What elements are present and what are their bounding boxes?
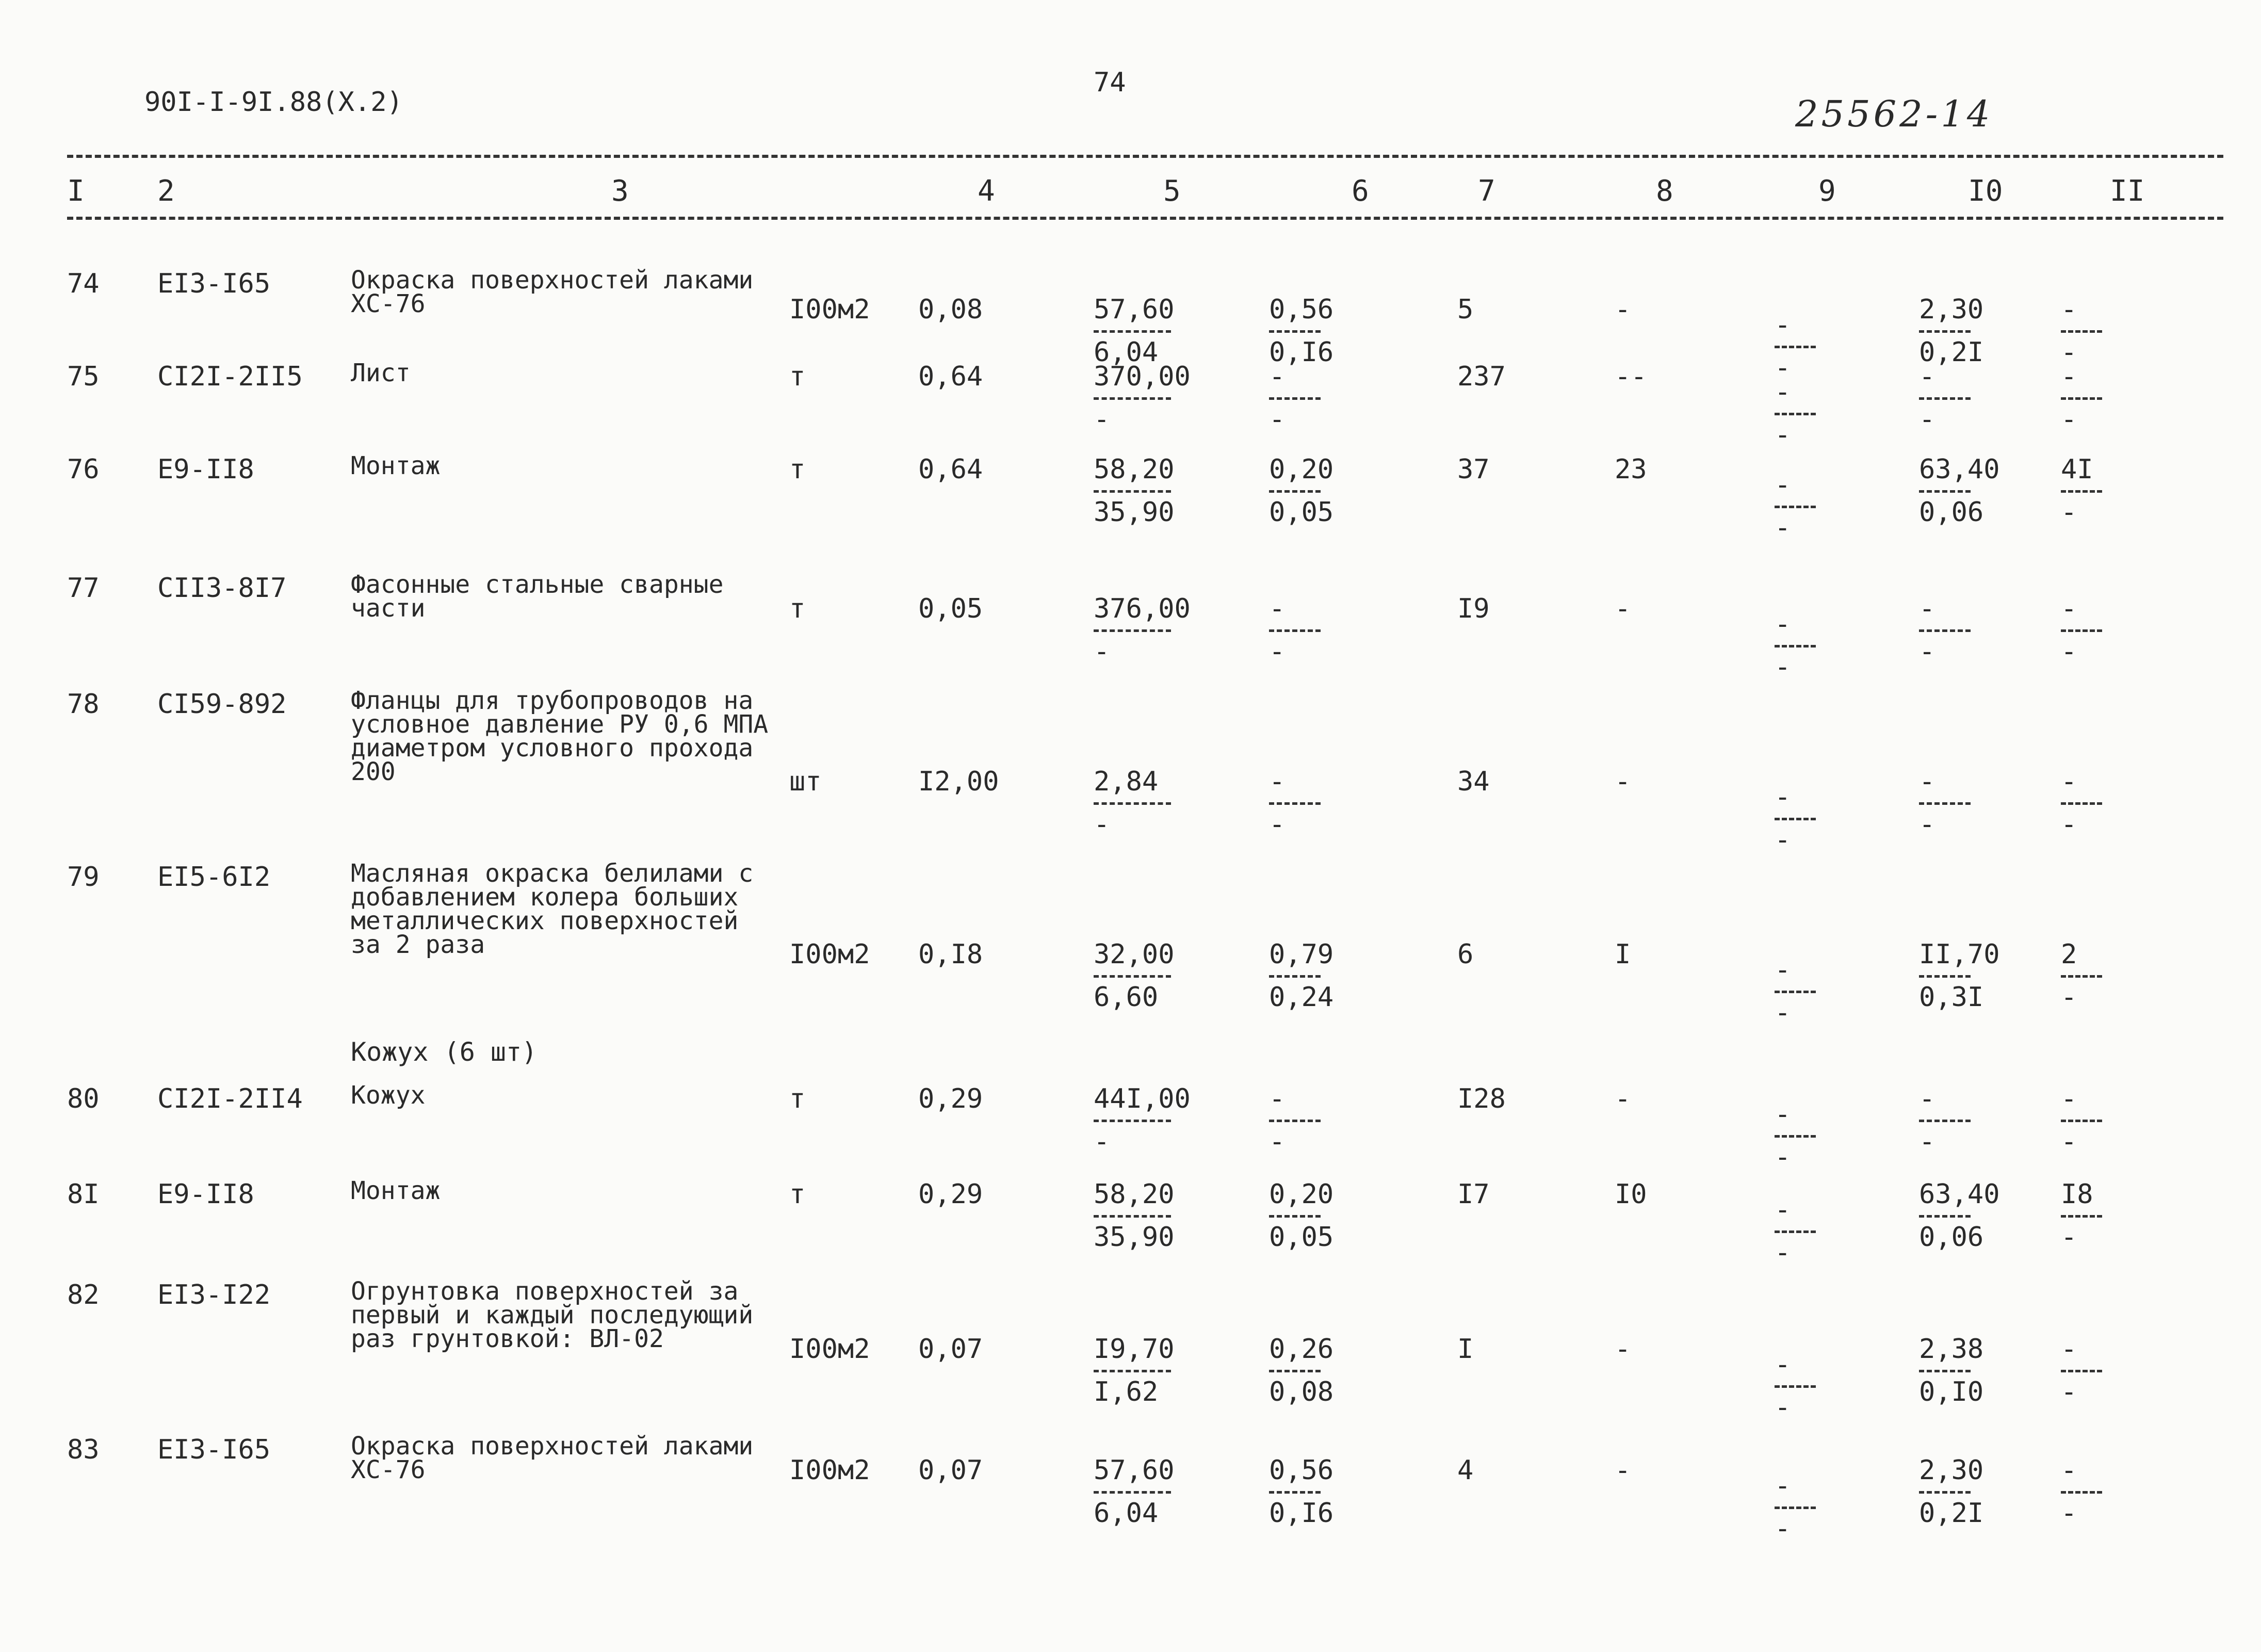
col6-value-divider: [1269, 1215, 1321, 1218]
col10-value-numerator: -: [1919, 766, 1935, 797]
col6-value-numerator: 0,26: [1269, 1334, 1334, 1365]
col8-value: -: [1615, 1083, 1631, 1114]
col11-value-numerator: 2: [2061, 939, 2077, 970]
col9-value: [1775, 954, 1816, 1028]
col9-value: [1775, 1349, 1816, 1423]
col-header-6: 6: [1352, 174, 1369, 208]
col7-value: 4: [1457, 1455, 1474, 1486]
page-number: 74: [1094, 67, 1126, 98]
col10-value-numerator: -: [1919, 361, 1935, 392]
col6-value-divider: [1269, 490, 1321, 493]
col7-value: I: [1457, 1334, 1474, 1365]
col11-value-denominator: -: [2061, 1498, 2077, 1529]
col11-value-divider: [2061, 1120, 2102, 1122]
col11-value-denominator: -: [2061, 497, 2077, 528]
col5-value-denominator: -: [1094, 636, 1110, 667]
col11-value: [2061, 361, 2102, 435]
col11-value-divider: [2061, 397, 2102, 400]
col5-value-numerator: 58,20: [1094, 1179, 1175, 1210]
col-header-11: II: [2110, 174, 2145, 208]
col11-value-divider: [2061, 330, 2102, 333]
col10-value-denominator: 0,2I: [1919, 337, 1984, 368]
work-description: Монтаж: [351, 451, 441, 480]
col5-value-denominator: 6,04: [1094, 1498, 1159, 1529]
col9-value-denominator: -: [1775, 824, 1791, 855]
col6-value-denominator: 0,08: [1269, 1376, 1334, 1407]
col-header-7: 7: [1478, 174, 1495, 208]
col10-value-divider: [1919, 975, 1971, 978]
col7-value: 237: [1457, 361, 1506, 392]
table-row: [0, 570, 2261, 683]
col11-value: [2061, 593, 2102, 667]
col6-value-divider: [1269, 397, 1321, 400]
col9-value-numerator: -: [1775, 609, 1791, 640]
col6-value-denominator: -: [1269, 1126, 1286, 1157]
col6-value-divider: [1269, 629, 1321, 632]
col11-value: [2061, 1455, 2102, 1529]
row-number: 83: [67, 1434, 100, 1465]
col6-value-divider: [1269, 975, 1321, 978]
work-description: Окраска поверхностей лаками ХС-76: [351, 1432, 754, 1484]
col10-value: [1919, 1334, 1983, 1407]
col9-value: [1775, 310, 1816, 383]
col5-value-divider: [1094, 629, 1171, 632]
col10-value-numerator: 2,38: [1919, 1334, 1984, 1365]
col-header-5: 5: [1163, 174, 1181, 208]
col6-value-divider: [1269, 1491, 1321, 1494]
col9-value-denominator: -: [1775, 997, 1791, 1028]
price-code: EI3-I65: [157, 1434, 271, 1465]
col6-value: [1269, 454, 1333, 528]
unit: I00м2: [789, 939, 870, 970]
col10-value-divider: [1919, 1215, 1971, 1218]
col8-value: -: [1615, 766, 1631, 797]
col9-value-divider: [1775, 506, 1816, 508]
col5-value-denominator: -: [1094, 1126, 1110, 1157]
col10-value: [1919, 593, 1971, 667]
col5-value-denominator: 6,04: [1094, 337, 1159, 368]
unit: т: [789, 1179, 806, 1210]
col5-value-divider: [1094, 330, 1171, 333]
quantity: 0,29: [918, 1179, 983, 1210]
col10-value-denominator: 0,3I: [1919, 982, 1984, 1013]
col5-value: [1094, 593, 1191, 667]
col9-value-numerator: -: [1775, 310, 1791, 341]
col5-value-divider: [1094, 397, 1171, 400]
col10-value-numerator: 63,40: [1919, 454, 2000, 485]
col11-value-denominator: -: [2061, 636, 2077, 667]
col9-value-divider: [1775, 1385, 1816, 1388]
col9-value-denominator: -: [1775, 652, 1791, 683]
col6-value-numerator: -: [1269, 593, 1286, 624]
col10-value-numerator: -: [1919, 1083, 1935, 1114]
col5-value-numerator: 376,00: [1094, 593, 1191, 624]
price-code: EI3-I22: [157, 1280, 271, 1310]
col6-value-denominator: -: [1269, 404, 1286, 435]
price-code: CI59-892: [157, 689, 287, 720]
col7-value: I7: [1457, 1179, 1490, 1210]
col9-value-denominator: -: [1775, 352, 1791, 383]
unit: I00м2: [789, 1455, 870, 1486]
col7-value: 5: [1457, 294, 1474, 325]
col5-value-divider: [1094, 1491, 1171, 1494]
col6-value-divider: [1269, 1120, 1321, 1122]
col6-value-denominator: 0,24: [1269, 982, 1334, 1013]
col10-value-divider: [1919, 397, 1971, 400]
col11-value-denominator: -: [2061, 1222, 2077, 1253]
quantity: 0,07: [918, 1334, 983, 1365]
col11-value-numerator: -: [2061, 1334, 2077, 1365]
col9-value-numerator: -: [1775, 782, 1791, 813]
table-row: [0, 686, 2261, 855]
col5-value-numerator: 44I,00: [1094, 1083, 1191, 1114]
col-header-3: 3: [611, 174, 629, 208]
col5-value-divider: [1094, 802, 1171, 805]
col6-value-numerator: 0,20: [1269, 454, 1334, 485]
col5-value-numerator: 2,84: [1094, 766, 1159, 797]
col5-value-numerator: 57,60: [1094, 1455, 1175, 1486]
table-row: [0, 1432, 2261, 1544]
col9-value-numerator: -: [1775, 469, 1791, 500]
col-header-2: 2: [157, 174, 175, 208]
col9-value-divider: [1775, 645, 1816, 647]
col9-value-divider: [1775, 1135, 1816, 1138]
work-description: Фасонные стальные сварные части: [351, 570, 724, 623]
col6-value: [1269, 939, 1333, 1013]
col11-value-denominator: -: [2061, 1126, 2077, 1157]
col6-value: [1269, 294, 1333, 368]
quantity: 0,08: [918, 294, 983, 325]
col10-value-denominator: 0,I0: [1919, 1376, 1984, 1407]
price-code: E9-II8: [157, 1179, 254, 1210]
col10-value-denominator: 0,06: [1919, 1222, 1984, 1253]
quantity: 0,I8: [918, 939, 983, 970]
col11-value-divider: [2061, 629, 2102, 632]
col10-value-numerator: 2,30: [1919, 1455, 1984, 1486]
col11-value-denominator: -: [2061, 337, 2077, 368]
col5-value-divider: [1094, 1215, 1171, 1218]
col11-value-divider: [2061, 1491, 2102, 1494]
col5-value: [1094, 1083, 1191, 1157]
col11-value-numerator: -: [2061, 593, 2077, 624]
col7-value: 37: [1457, 454, 1490, 485]
col9-value-numerator: -: [1775, 1099, 1791, 1130]
quantity: I2,00: [918, 766, 999, 797]
col5-value: [1094, 1455, 1175, 1529]
col5-value: [1094, 939, 1175, 1013]
col11-value-divider: [2061, 490, 2102, 493]
work-description: Огрунтовка поверхностей за первый и каждый последующий раз грунтовкой: ВЛ-02: [351, 1277, 754, 1353]
col5-value-denominator: 6,60: [1094, 982, 1159, 1013]
unit: I00м2: [789, 1334, 870, 1365]
col9-value-denominator: -: [1775, 1142, 1791, 1173]
work-description: Монтаж: [351, 1176, 441, 1205]
col9-value-numerator: -: [1775, 1194, 1791, 1225]
col8-value: --: [1615, 361, 1647, 392]
col5-value-numerator: 58,20: [1094, 454, 1175, 485]
section-label: Кожух (6 шт): [351, 1037, 538, 1067]
col10-value-denominator: -: [1919, 809, 1935, 840]
col11-value-divider: [2061, 1370, 2102, 1372]
col9-value-numerator: -: [1775, 1470, 1791, 1501]
col6-value-denominator: 0,05: [1269, 1222, 1334, 1253]
col5-value-numerator: 370,00: [1094, 361, 1191, 392]
col11-value-numerator: -: [2061, 361, 2077, 392]
col9-value: [1775, 1194, 1816, 1268]
col11-value-numerator: -: [2061, 1083, 2077, 1114]
row-number: 80: [67, 1083, 100, 1114]
col11-value: [2061, 1179, 2102, 1253]
col6-value: [1269, 593, 1321, 667]
col10-value-denominator: -: [1919, 1126, 1935, 1157]
col5-value-numerator: 57,60: [1094, 294, 1175, 325]
work-description: Масляная окраска белилами с добавлением колера больших металлических поверхностей за 2 раза: [351, 859, 754, 959]
price-code: EI3-I65: [157, 268, 271, 299]
col7-value: 6: [1457, 939, 1474, 970]
col11-value-denominator: -: [2061, 1376, 2077, 1407]
col11-value: [2061, 1334, 2102, 1407]
col5-value-denominator: -: [1094, 809, 1110, 840]
col11-value-numerator: -: [2061, 766, 2077, 797]
col7-value: I28: [1457, 1083, 1506, 1114]
col9-value: [1775, 377, 1816, 450]
col11-value-denominator: -: [2061, 809, 2077, 840]
table-row: [0, 1176, 2261, 1268]
col10-value-divider: [1919, 1120, 1971, 1122]
col11-value-divider: [2061, 1215, 2102, 1218]
col8-value: 23: [1615, 454, 1647, 485]
col10-value-denominator: 0,2I: [1919, 1498, 1984, 1529]
price-code: CI2I-2II5: [157, 361, 303, 392]
col10-value: [1919, 1083, 1971, 1157]
col6-value: [1269, 1455, 1333, 1529]
table-row: [0, 359, 2261, 450]
quantity: 0,05: [918, 593, 983, 624]
col8-value: I0: [1615, 1179, 1647, 1210]
col5-value-divider: [1094, 1370, 1171, 1372]
work-description: Лист: [351, 359, 411, 387]
col11-value-denominator: -: [2061, 404, 2077, 435]
col10-value-divider: [1919, 1491, 1971, 1494]
col11-value: [2061, 454, 2102, 528]
col11-value-denominator: -: [2061, 982, 2077, 1013]
col9-value-numerator: -: [1775, 377, 1791, 408]
col11-value-numerator: I8: [2061, 1179, 2093, 1210]
col10-value: [1919, 939, 2000, 1013]
col5-value: [1094, 1179, 1175, 1253]
col5-value-denominator: I,62: [1094, 1376, 1159, 1407]
price-code: CI2I-2II4: [157, 1083, 303, 1114]
col10-value-denominator: -: [1919, 636, 1935, 667]
col11-value-divider: [2061, 802, 2102, 805]
col11-value-numerator: 4I: [2061, 454, 2093, 485]
col9-value: [1775, 1470, 1816, 1544]
price-code: E9-II8: [157, 454, 254, 485]
col8-value: -: [1615, 1334, 1631, 1365]
col9-value-denominator: -: [1775, 1513, 1791, 1544]
col11-value: [2061, 939, 2102, 1013]
col6-value-denominator: 0,I6: [1269, 1498, 1334, 1529]
col8-value: I: [1615, 939, 1631, 970]
col6-value-numerator: -: [1269, 361, 1286, 392]
col9-value-denominator: -: [1775, 1392, 1791, 1423]
col10-value: [1919, 766, 1971, 840]
col10-value: [1919, 361, 1971, 435]
row-number: 76: [67, 454, 100, 485]
col6-value-denominator: 0,05: [1269, 497, 1334, 528]
price-code: CII3-8I7: [157, 573, 287, 604]
col5-value: [1094, 1334, 1175, 1407]
col9-value: [1775, 782, 1816, 855]
col5-value-denominator: -: [1094, 404, 1110, 435]
row-number: 78: [67, 689, 100, 720]
col6-value-divider: [1269, 1370, 1321, 1372]
col5-value: [1094, 454, 1175, 528]
col6-value: [1269, 1334, 1333, 1407]
col6-value-denominator: -: [1269, 809, 1286, 840]
col11-value-divider: [2061, 975, 2102, 978]
col11-value: [2061, 294, 2102, 368]
row-number: 79: [67, 862, 100, 893]
work-description: Окраска поверхностей лаками ХС-76: [351, 266, 754, 318]
col5-value-denominator: 35,90: [1094, 1222, 1175, 1253]
col-header-4: 4: [978, 174, 995, 208]
col11-value-numerator: -: [2061, 1455, 2077, 1486]
col9-value: [1775, 1099, 1816, 1173]
col-header-9: 9: [1818, 174, 1836, 208]
unit: I00м2: [789, 294, 870, 325]
col10-value-divider: [1919, 330, 1971, 333]
col5-value-numerator: 32,00: [1094, 939, 1175, 970]
col10-value-numerator: 2,30: [1919, 294, 1984, 325]
col11-value-numerator: -: [2061, 294, 2077, 325]
work-description: Фланцы для трубопроводов на условное давление РУ 0,6 МПА диаметром условного прохода 200: [351, 686, 769, 786]
col6-value: [1269, 1083, 1321, 1157]
unit: шт: [789, 766, 822, 797]
col9-value-divider: [1775, 1230, 1816, 1233]
work-description: Кожух: [351, 1081, 426, 1110]
col10-value-divider: [1919, 629, 1971, 632]
col10-value-divider: [1919, 490, 1971, 493]
col8-value: -: [1615, 593, 1631, 624]
col6-value-divider: [1269, 802, 1321, 805]
table-row: [0, 859, 2261, 1028]
col9-value-divider: [1775, 818, 1816, 820]
col8-value: -: [1615, 294, 1631, 325]
col10-value: [1919, 294, 1983, 368]
unit: т: [789, 361, 806, 392]
col9-value-denominator: -: [1775, 512, 1791, 543]
col9-value: [1775, 609, 1816, 683]
col6-value-numerator: 0,79: [1269, 939, 1334, 970]
col-header-8: 8: [1656, 174, 1673, 208]
row-number: 74: [67, 268, 100, 299]
col6-value-numerator: 0,56: [1269, 1455, 1334, 1486]
col10-value-numerator: 63,40: [1919, 1179, 2000, 1210]
col10-value-denominator: 0,06: [1919, 497, 1984, 528]
unit: т: [789, 593, 806, 624]
col10-value-denominator: -: [1919, 404, 1935, 435]
col9-value-denominator: -: [1775, 419, 1791, 450]
handwritten-number: 25562-14: [1795, 93, 1993, 135]
col6-value-denominator: 0,I6: [1269, 337, 1334, 368]
col9-value-divider: [1775, 346, 1816, 348]
row-number: 77: [67, 573, 100, 604]
col10-value: [1919, 1179, 2000, 1253]
col5-value-denominator: 35,90: [1094, 497, 1175, 528]
header-bottom-rule: [67, 217, 2223, 220]
quantity: 0,64: [918, 454, 983, 485]
col7-value: I9: [1457, 593, 1490, 624]
price-code: EI5-6I2: [157, 862, 271, 893]
col5-value-divider: [1094, 1120, 1171, 1122]
quantity: 0,64: [918, 361, 983, 392]
col6-value: [1269, 1179, 1333, 1253]
col6-value-numerator: -: [1269, 1083, 1286, 1114]
header-top-rule: [67, 155, 2223, 158]
col6-value-numerator: 0,20: [1269, 1179, 1334, 1210]
document-code: 90I-I-9I.88(X.2): [144, 87, 403, 118]
quantity: 0,07: [918, 1455, 983, 1486]
table-row: [0, 1277, 2261, 1423]
col9-value-numerator: -: [1775, 1349, 1791, 1380]
col9-value-numerator: -: [1775, 954, 1791, 985]
col11-value: [2061, 1083, 2102, 1157]
col6-value: [1269, 361, 1321, 435]
col5-value-numerator: I9,70: [1094, 1334, 1175, 1365]
col6-value-numerator: 0,56: [1269, 294, 1334, 325]
col11-value: [2061, 766, 2102, 840]
col-header-10: I0: [1968, 174, 2003, 208]
row-number: 82: [67, 1280, 100, 1310]
col6-value-divider: [1269, 330, 1321, 333]
unit: т: [789, 1083, 806, 1114]
col8-value: -: [1615, 1455, 1631, 1486]
col10-value-divider: [1919, 802, 1971, 805]
col10-value: [1919, 454, 2000, 528]
table-row: [0, 451, 2261, 543]
table-row: [0, 1081, 2261, 1173]
col10-value-divider: [1919, 1370, 1971, 1372]
row-number: 75: [67, 361, 100, 392]
col7-value: 34: [1457, 766, 1490, 797]
col9-value-divider: [1775, 413, 1816, 415]
col-header-1: I: [67, 174, 85, 208]
col9-value-divider: [1775, 991, 1816, 993]
col6-value: [1269, 766, 1321, 840]
col10-value-numerator: II,70: [1919, 939, 2000, 970]
col9-value-divider: [1775, 1507, 1816, 1509]
row-number: 8I: [67, 1179, 100, 1210]
col9-value-denominator: -: [1775, 1237, 1791, 1268]
col5-value: [1094, 766, 1171, 840]
col5-value: [1094, 294, 1175, 368]
col6-value-denominator: -: [1269, 636, 1286, 667]
col5-value: [1094, 361, 1191, 435]
col10-value-numerator: -: [1919, 593, 1935, 624]
col5-value-divider: [1094, 975, 1171, 978]
col6-value-numerator: -: [1269, 766, 1286, 797]
col5-value-divider: [1094, 490, 1171, 493]
col10-value: [1919, 1455, 1983, 1529]
col9-value: [1775, 469, 1816, 543]
unit: т: [789, 454, 806, 485]
quantity: 0,29: [918, 1083, 983, 1114]
